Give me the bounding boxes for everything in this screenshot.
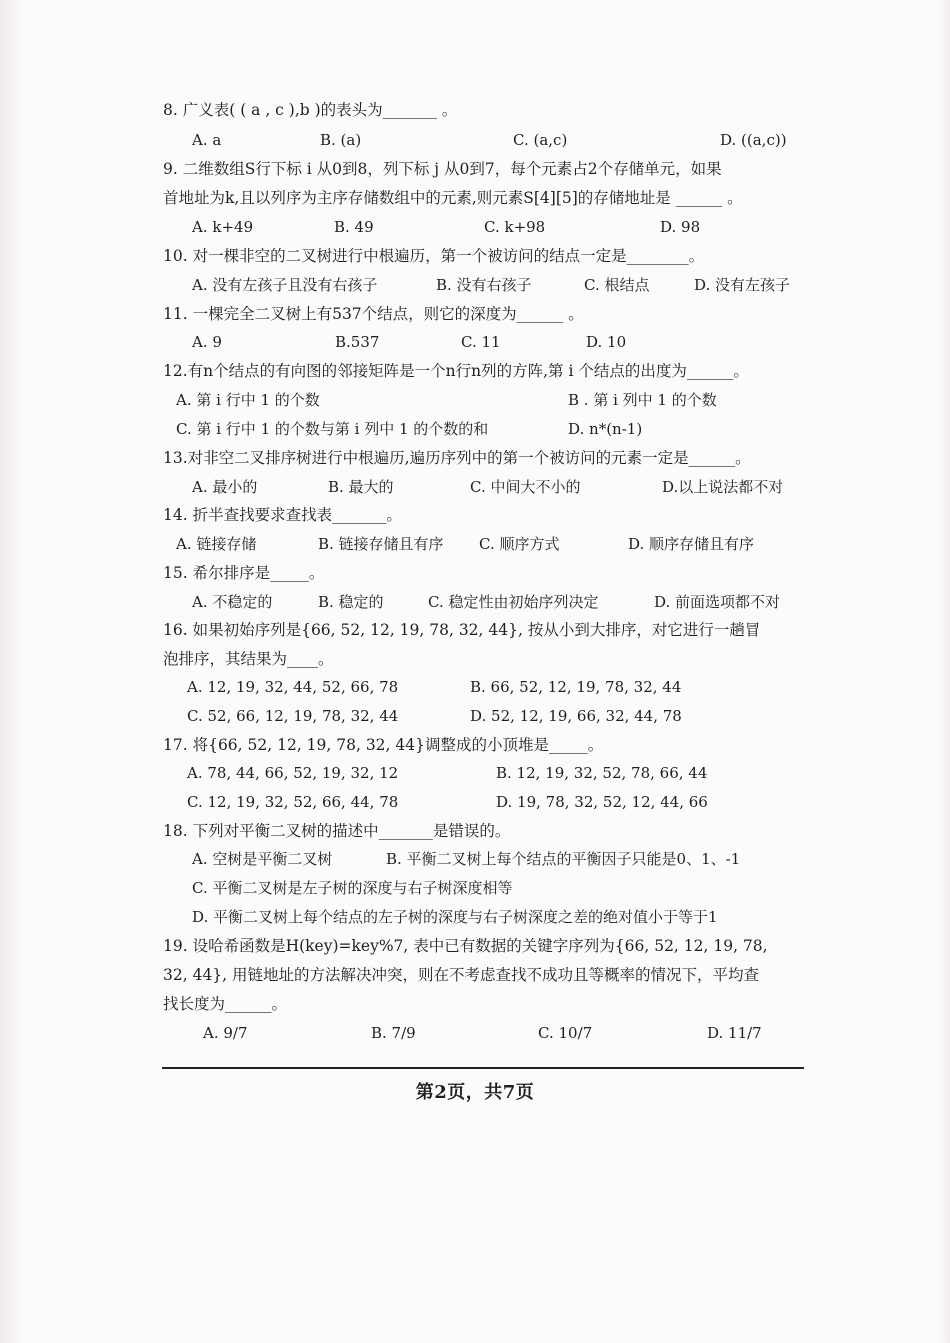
question-11-option-d: D. 10 bbox=[586, 333, 627, 351]
question-19-stem-line-1: 19. 设哈希函数是H(key)=key%7, 表中已有数据的关键字序列为{66, 52, 12, 19, 78, bbox=[163, 937, 768, 955]
question-8-option-b: B. (a) bbox=[320, 131, 362, 149]
question-8-option-a: A. a bbox=[192, 131, 222, 149]
question-10-option-b: B. 没有右孩子 bbox=[436, 276, 532, 294]
question-8-option-d: D. ((a,c)) bbox=[720, 131, 787, 149]
question-15-option-c: C. 稳定性由初始序列决定 bbox=[428, 593, 599, 611]
question-13-stem: 13.对非空二叉排序树进行中根遍历,遍历序列中的第一个被访问的元素一定是______。 bbox=[163, 449, 751, 467]
question-14-option-a: A. 链接存储 bbox=[176, 535, 257, 553]
question-14-stem: 14. 折半查找要求查找表_______。 bbox=[163, 506, 402, 524]
question-13-option-b: B. 最大的 bbox=[328, 478, 394, 496]
question-12-stem: 12.有n个结点的有向图的邻接矩阵是一个n行n列的方阵,第 i 个结点的出度为______。 bbox=[163, 362, 749, 380]
question-14-option-b: B. 链接存储且有序 bbox=[318, 535, 444, 553]
scan-edge-right bbox=[938, 0, 950, 1343]
question-12-option-a: A. 第 i 行中 1 的个数 bbox=[176, 391, 320, 409]
question-9-option-a: A. k+49 bbox=[192, 218, 254, 236]
question-10-option-d: D. 没有左孩子 bbox=[694, 276, 791, 294]
question-11-stem: 11. 一棵完全二叉树上有537个结点，则它的深度为______ 。 bbox=[163, 305, 584, 323]
question-9-option-b: B. 49 bbox=[334, 218, 374, 236]
question-18-option-d: D. 平衡二叉树上每个结点的左子树的深度与右子树深度之差的绝对值小于等于1 bbox=[192, 908, 718, 926]
question-18-stem: 18. 下列对平衡二叉树的描述中_______是错误的。 bbox=[163, 822, 511, 840]
question-14-option-c: C. 顺序方式 bbox=[479, 535, 560, 553]
question-17-option-b: B. 12, 19, 32, 52, 78, 66, 44 bbox=[496, 764, 708, 782]
question-19-option-c: C. 10/7 bbox=[538, 1024, 593, 1042]
question-15-option-a: A. 不稳定的 bbox=[192, 593, 273, 611]
question-8-option-c: C. (a,c) bbox=[513, 131, 568, 149]
question-19-stem-line-2: 32, 44}, 用链地址的方法解决冲突，则在不考虑查找不成功且等概率的情况下，平均查 bbox=[163, 966, 760, 984]
question-17-option-d: D. 19, 78, 32, 52, 12, 44, 66 bbox=[496, 793, 708, 811]
question-18-option-c: C. 平衡二叉树是左子树的深度与右子树深度相等 bbox=[192, 879, 513, 897]
question-11-option-a: A. 9 bbox=[192, 333, 222, 351]
question-17-option-a: A. 78, 44, 66, 52, 19, 32, 12 bbox=[187, 764, 399, 782]
question-13-option-a: A. 最小的 bbox=[192, 478, 258, 496]
question-19-option-b: B. 7/9 bbox=[371, 1024, 416, 1042]
question-15-option-d: D. 前面选项都不对 bbox=[654, 593, 781, 611]
question-13-option-d: D.以上说法都不对 bbox=[662, 478, 784, 496]
question-8-stem: 8. 广义表( ( a , c ),b )的表头为_______ 。 bbox=[163, 101, 458, 119]
question-17-stem: 17. 将{66, 52, 12, 19, 78, 32, 44}调整成的小顶堆是_____。 bbox=[163, 736, 604, 754]
scan-edge-left bbox=[0, 0, 22, 1343]
question-12-option-d: D. n*(n-1) bbox=[568, 420, 643, 438]
page-number: 第2页，共7页 bbox=[415, 1082, 535, 1103]
question-10-option-a: A. 没有左孩子且没有右孩子 bbox=[192, 276, 378, 294]
question-9-stem-line-1: 9. 二维数组S行下标 i 从0到8，列下标 j 从0到7，每个元素占2个存储单元，如果 bbox=[163, 160, 722, 178]
question-16-option-b: B. 66, 52, 12, 19, 78, 32, 44 bbox=[470, 678, 682, 696]
question-18-option-a: A. 空树是平衡二叉树 bbox=[192, 850, 333, 868]
question-9-stem-line-2: 首地址为k,且以列序为主序存储数组中的元素,则元素S[4][5]的存储地址是 ______ 。 bbox=[163, 189, 743, 207]
question-18-option-b: B. 平衡二叉树上每个结点的平衡因子只能是0、1、-1 bbox=[386, 850, 741, 868]
question-16-stem-line-2: 泡排序，其结果为____。 bbox=[163, 650, 334, 668]
question-12-option-b: B . 第 i 列中 1 的个数 bbox=[568, 391, 717, 409]
question-17-option-c: C. 12, 19, 32, 52, 66, 44, 78 bbox=[187, 793, 399, 811]
question-12-option-c: C. 第 i 行中 1 的个数与第 i 列中 1 的个数的和 bbox=[176, 420, 489, 438]
question-10-option-c: C. 根结点 bbox=[584, 276, 650, 294]
question-19-option-a: A. 9/7 bbox=[203, 1024, 248, 1042]
question-9-option-c: C. k+98 bbox=[484, 218, 546, 236]
footer-divider bbox=[162, 1067, 804, 1069]
question-16-option-a: A. 12, 19, 32, 44, 52, 66, 78 bbox=[187, 678, 399, 696]
question-11-option-b: B.537 bbox=[335, 333, 380, 351]
question-19-option-d: D. 11/7 bbox=[707, 1024, 762, 1042]
question-16-stem-line-1: 16. 如果初始序列是{66, 52, 12, 19, 78, 32, 44}, 按从小到大排序，对它进行一趟冒 bbox=[163, 621, 761, 639]
question-15-stem: 15. 希尔排序是_____。 bbox=[163, 564, 325, 582]
question-13-option-c: C. 中间大不小的 bbox=[470, 478, 581, 496]
question-19-stem-line-3: 找长度为______。 bbox=[163, 995, 288, 1013]
question-10-stem: 10. 对一棵非空的二叉树进行中根遍历，第一个被访问的结点一定是________。 bbox=[163, 247, 705, 265]
question-14-option-d: D. 顺序存储且有序 bbox=[628, 535, 755, 553]
question-9-option-d: D. 98 bbox=[660, 218, 701, 236]
question-16-option-d: D. 52, 12, 19, 66, 32, 44, 78 bbox=[470, 707, 682, 725]
question-15-option-b: B. 稳定的 bbox=[318, 593, 384, 611]
question-11-option-c: C. 11 bbox=[461, 333, 501, 351]
question-16-option-c: C. 52, 66, 12, 19, 78, 32, 44 bbox=[187, 707, 399, 725]
